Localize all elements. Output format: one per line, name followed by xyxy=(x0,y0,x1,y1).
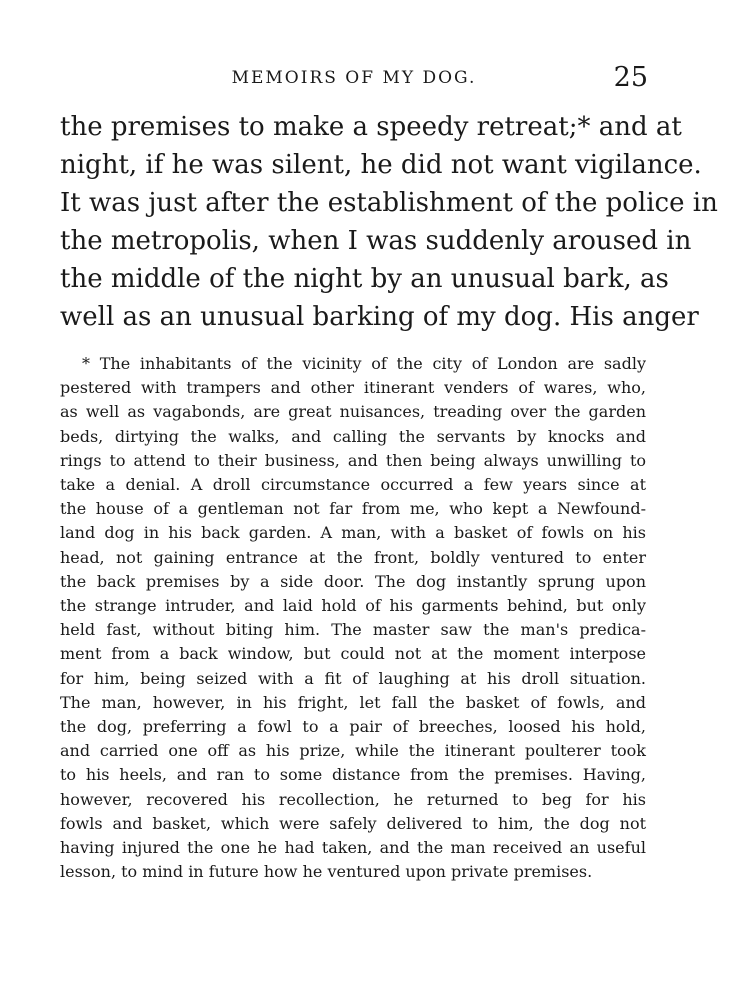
footnote-line: for him, being seized with a fit of laughing at his droll situation. xyxy=(60,668,646,688)
footnote-line: pestered with trampers and other itinerant venders of wares, who, xyxy=(60,378,646,398)
footnote-line: beds, dirtying the walks, and calling the servants by knocks and xyxy=(60,426,646,446)
body-line: It was just after the establishment of the police in xyxy=(60,188,718,218)
footnote-line: held fast, without biting him. The master saw the man's predica- xyxy=(60,620,646,640)
footnote xyxy=(60,352,646,884)
footnote-line: ment from a back window, but could not at the moment interpose xyxy=(60,644,646,664)
page-header xyxy=(60,62,648,94)
body-line: well as an unusual barking of my dog. His anger xyxy=(60,302,699,332)
footnote-line: lesson, to mind in future how he ventured upon private premises. xyxy=(60,862,593,882)
footnote-line: * The inhabitants of the vicinity of the city of London are sadly xyxy=(82,354,646,373)
footnote-line: and carried one off as his prize, while the itinerant poulterer took xyxy=(60,741,646,761)
footnote-line: land dog in his back garden. A man, with a basket of fowls on his xyxy=(60,523,646,543)
footnote-line: The man, however, in his fright, let fall the basket of fowls, and xyxy=(60,692,646,712)
footnote-line: the house of a gentleman not far from me, who kept a Newfound- xyxy=(60,499,646,519)
page-number: 25 xyxy=(613,62,648,93)
footnote-line: head, not gaining entrance at the front, boldly ventured to enter xyxy=(60,547,646,567)
footnote-line: the dog, preferring a fowl to a pair of breeches, loosed his hold, xyxy=(60,717,646,737)
body-line: the middle of the night by an unusual bark, as xyxy=(60,264,669,294)
footnote-line: rings to attend to their business, and then being always unwilling to xyxy=(60,450,646,470)
body-paragraph xyxy=(60,108,718,336)
body-line: the premises to make a speedy retreat;* and at xyxy=(60,112,682,142)
footnote-line: the strange intruder, and laid hold of his garments behind, but only xyxy=(60,596,646,616)
body-line: night, if he was silent, he did not want vigilance. xyxy=(60,150,702,180)
footnote-line: having injured the one he had taken, and the man received an useful xyxy=(60,838,646,858)
footnote-line: fowls and basket, which were safely delivered to him, the dog not xyxy=(60,813,646,833)
footnote-line: the back premises by a side door. The dog instantly sprung upon xyxy=(60,571,646,591)
footnote-line: to his heels, and ran to some distance from the premises. Having, xyxy=(60,765,646,785)
footnote-line: take a denial. A droll circumstance occurred a few years since at xyxy=(60,475,646,495)
body-line: the metropolis, when I was suddenly aroused in xyxy=(60,226,692,256)
footnote-line: however, recovered his recollection, he returned to beg for his xyxy=(60,789,646,809)
running-title: MEMOIRS OF MY DOG. xyxy=(231,68,477,88)
footnote-line: as well as vagabonds, are great nuisances, treading over the garden xyxy=(60,402,646,422)
